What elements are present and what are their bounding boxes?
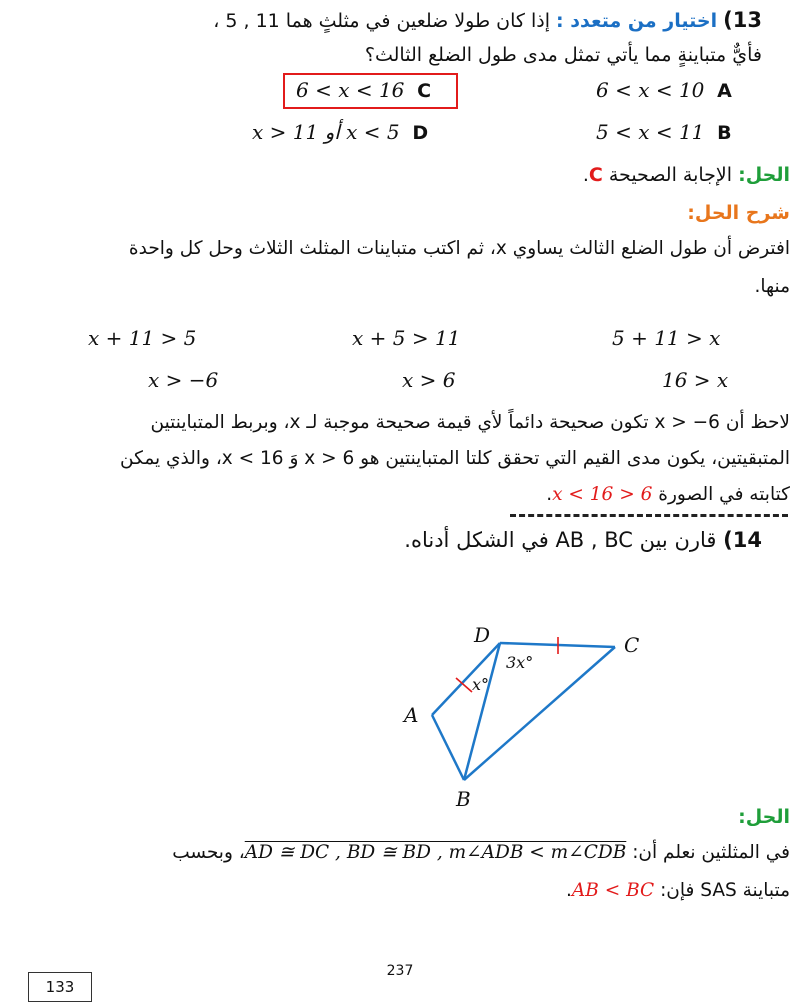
explain-p1b: منها. [754,276,790,297]
explain-p2a: لاحظ أن x > −6 تكون صحيحة دائماً لأي قيمة صحيحة موجبة لـ x، وبربط المتباينتين [150,412,790,433]
section-divider [510,514,788,517]
option-b[interactable] [596,120,732,144]
q14-header [404,528,762,552]
q14-text: قارن بين AB , BC في الشكل أدناه. [404,528,717,552]
q14-sol-line1-b: ، وبحسب [172,842,245,863]
label-d: D [474,623,491,647]
q14-sol-line2 [566,880,790,901]
ineq-2-2: x > 6 [402,368,456,392]
option-b-letter: B [717,122,732,144]
explain-p2c-period: . [546,484,553,505]
option-b-expr: 5 < x < 11 [596,120,705,144]
solution-answer: C [588,164,603,186]
explain-p2c [546,484,790,505]
segment-cb [464,647,615,780]
explain-p1a: افترض أن طول الضلع الثالث يساوي x، ثم اكتب متباينات المثلث الثلاث وحل كل واحدة [128,238,790,259]
page-number: 237 [386,963,414,979]
option-d-letter: D [412,122,429,144]
segment-ab [432,715,464,780]
q13-line1: إذا كان طولا ضلعين في مثلثٍ هما 11 , 5 ، [213,10,550,32]
ineq-2-3: x > −6 [148,368,219,392]
ineq-1-3: x + 11 > 5 [88,326,197,350]
label-b: B [456,787,471,811]
label-c: C [624,633,640,657]
solution-text: الإجابة الصحيحة [608,164,733,186]
ineq-2-1: 16 > x [662,368,729,392]
q14-sol-line2-a: متباينة SAS فإن: [660,880,790,901]
explain-label: شرح الحل: [687,202,790,224]
angle-large-label: 3x° [506,653,534,672]
option-a-letter: A [717,80,732,102]
q14-number: 14) [723,528,762,552]
q14-sol-line1-math: AD ≅ DC , BD ≅ BD , m∠ADB < m∠CDB [244,842,627,863]
q14-sol-line2-answer: AB < BC [571,880,655,901]
q14-sol-line2-period: . [565,880,572,901]
q14-solution-label: الحل: [738,806,790,828]
option-c-letter: C [417,80,432,102]
explain-p2c-answer: 6 < x < 16 [552,484,653,505]
ineq-1-2: x + 5 > 11 [352,326,461,350]
angle-small-label: x° [472,675,490,694]
option-a-expr: 6 < x < 10 [596,78,705,102]
q13-solution [583,164,790,186]
page-box [28,972,92,1002]
option-c-expr: 6 < x < 16 [296,78,405,102]
option-c[interactable] [296,78,431,102]
q13-header [213,8,762,32]
label-a: A [404,703,419,727]
explain-p2c-text: كتابته في الصورة [658,484,790,505]
triangle-figure [390,623,670,820]
q14-sol-line1 [172,842,790,863]
page-box-number: 133 [45,978,75,996]
explain-p2b: المتبقيتين، يكون مدى القيم التي تحقق كلتا المتباينتين هو x > 6 وَ x < 16، والذي يمكن [120,448,790,469]
option-d[interactable] [252,120,428,144]
ineq-1-1: 5 + 11 > x [612,326,721,350]
option-d-expr: x > 11 أو x < 5 [252,120,400,144]
q13-label: اختيار من متعدد : [556,10,718,32]
solution-period: . [582,164,589,186]
q14-sol-line1-a: في المثلثين نعلم أن: [632,842,790,863]
q13-number: 13) [723,8,762,32]
option-a[interactable] [596,78,732,102]
q13-line2: فأيٌّ متباينةٍ مما يأتي تمثل مدى طول الضلع الثالث؟ [364,44,762,66]
solution-label: الحل: [738,164,790,186]
